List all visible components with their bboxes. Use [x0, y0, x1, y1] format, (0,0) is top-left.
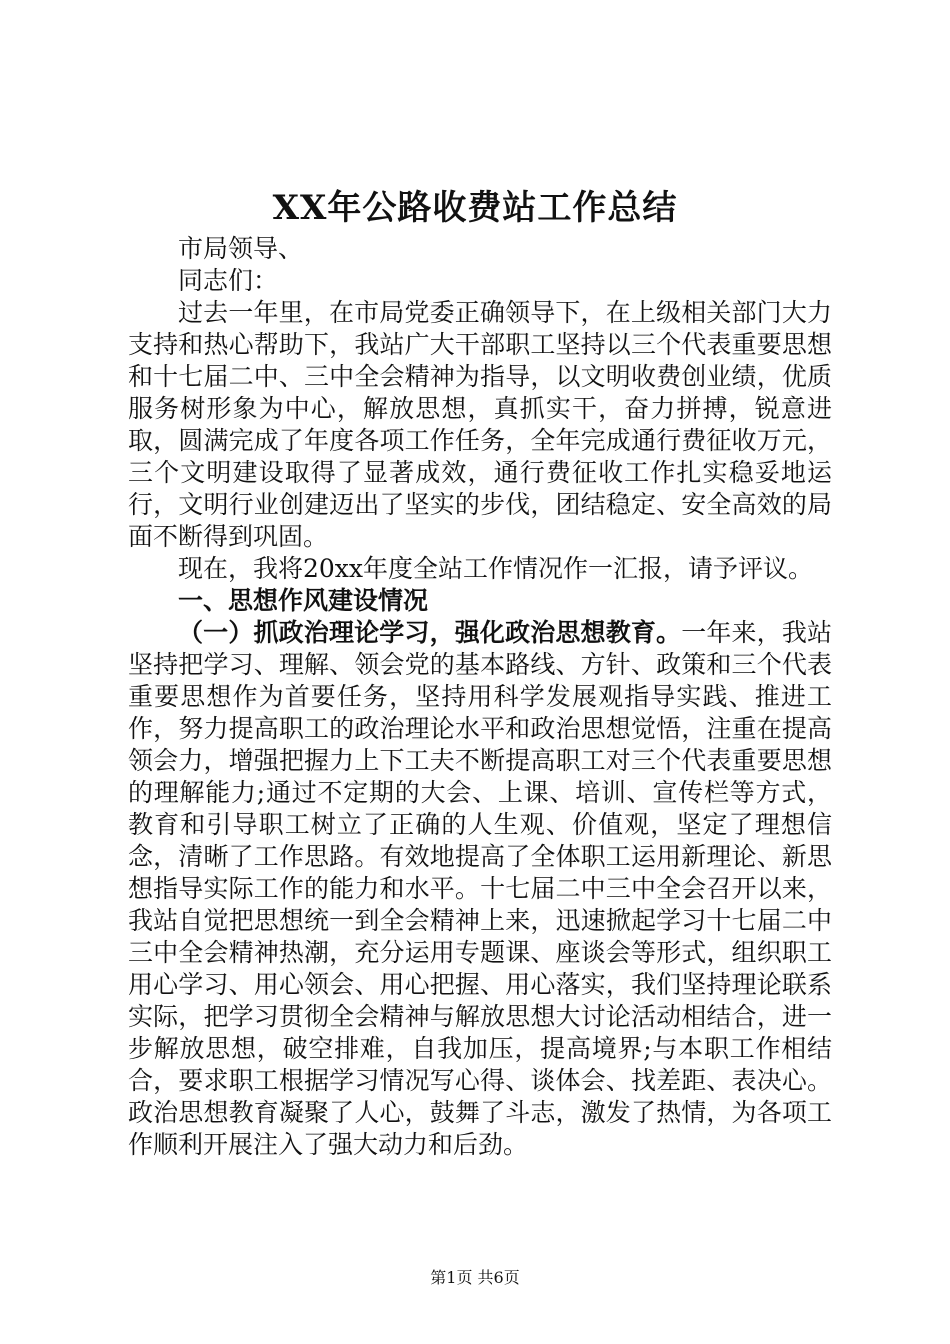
subsection-lead-1: （一）抓政治理论学习，强化政治思想教育。 — [178, 618, 682, 647]
intro-paragraph: 过去一年里，在市局党委正确领导下，在上级相关部门大力支持和热心帮助下，我站广大干部职工坚持以三个代表重要思想和十七届二中、三中全会精神为指导，以文明收费创业绩，优质服务树形象为中心，解放思想，真抓实干，奋力拼搏，锐意进取，圆满完成了年度各项工作任务，全年完成通行费征收万元，三个文明建设取得了显著成效，通行费征收工作扎实稳妥地运行，文明行业创建迈出了坚实的步伐，团结稳定、安全高效的局面不断得到巩固。 — [128, 298, 832, 551]
document-body — [128, 233, 832, 1161]
salutation-line-2: 同志们： — [178, 266, 279, 295]
subsection-text-1: 一年来，我站坚持把学习、理解、领会党的基本路线、方针、政策和三个代表重要思想作为首要任务，坚持用科学发展观指导实践、推进工作，努力提高职工的政治理论水平和政治思想觉悟，注重在提高领会力，增强把握力上下工夫不断提高职工对三个代表重要思想的理解能力;通过不定期的大会、上课、培训、宣传栏等方式，教育和引导职工树立了正确的人生观、价值观，坚定了理想信念，清晰了工作思路。有效地提高了全体职工运用新理论、新思想指导实际工作的能力和水平。十七届二中三中全会召开以来，我站自觉把思想统一到全会精神上来，迅速掀起学习十七届二中三中全会精神热潮，充分运用专题课、座谈会等形式，组织职工用心学习、用心领会、用心把握、用心落实，我们坚持理论联系实际，把学习贯彻全会精神与解放思想大讨论活动相结合，进一步解放思想，破空排难，自我加压，提高境界;与本职工作相结合，要求职工根据学习情况写心得、谈体会、找差距、表决心。政治思想教育凝聚了人心，鼓舞了斗志，激发了热情，为各项工作顺利开展注入了强大动力和后劲。 — [128, 618, 832, 1159]
document-title: XX年公路收费站工作总结 — [272, 188, 678, 228]
subsection-paragraph-1 — [128, 617, 832, 1161]
page-footer: 第1页 共6页 — [430, 1268, 520, 1287]
report-paragraph: 现在，我将20xx年度全站工作情况作一汇报，请予评议。 — [178, 554, 814, 583]
section-heading-1: 一、思想作风建设情况 — [178, 586, 429, 615]
salutation-line-1: 市局领导、 — [178, 234, 304, 263]
